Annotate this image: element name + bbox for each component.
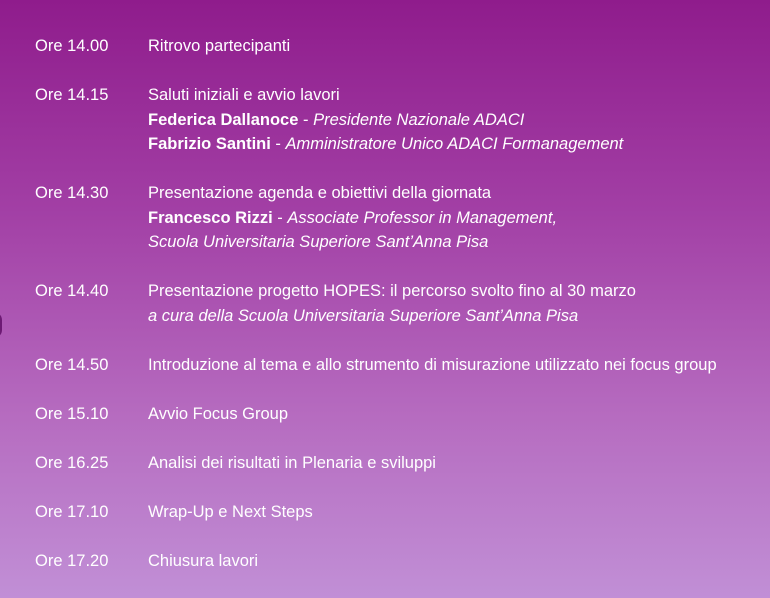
speaker-name: Federica Dallanoce (148, 110, 299, 129)
speaker-name: Francesco Rizzi (148, 208, 273, 227)
agenda-title: Wrap-Up e Next Steps (148, 502, 313, 521)
agenda-time: Ore 14.40 (35, 282, 109, 300)
agenda-title: Saluti iniziali e avvio lavori (148, 86, 340, 104)
agenda-time: Ore 17.20 (35, 551, 109, 570)
agenda-time: Ore 14.50 (35, 355, 109, 374)
agenda-item (35, 500, 760, 525)
speaker-line (148, 206, 760, 231)
agenda-note: a cura della Scuola Universitaria Superiore Sant’Anna Pisa (148, 306, 579, 325)
agenda-title: Ritrovo partecipanti (148, 37, 291, 55)
agenda-time: Ore 14.15 (35, 86, 109, 104)
edge-decoration (0, 312, 2, 338)
speaker-line (148, 108, 760, 133)
agenda-time: Ore 14.30 (35, 184, 109, 202)
agenda-title: Presentazione progetto HOPES: il percorso svolto fino al 30 marzo (148, 282, 636, 300)
speaker-role: Associate Professor in Management, (287, 208, 558, 227)
speaker-separator: - (270, 135, 286, 153)
agenda-time: Ore 14.00 (35, 37, 109, 55)
agenda-item (35, 181, 760, 255)
agenda-item (35, 353, 760, 378)
speaker-role: Amministratore Unico ADACI Formanagement (285, 135, 624, 153)
agenda-title: Presentazione agenda e obiettivi della giornata (148, 184, 492, 202)
agenda-item (35, 34, 760, 59)
speaker-role: Presidente Nazionale ADACI (313, 110, 525, 129)
speaker-name: Fabrizio Santini (148, 135, 271, 153)
speaker-role-continued: Scuola Universitaria Superiore Sant’Anna Pisa (148, 233, 489, 251)
agenda-title: Avvio Focus Group (148, 404, 289, 423)
agenda-item (35, 549, 760, 574)
speaker-separator: - (298, 110, 314, 129)
agenda-time: Ore 17.10 (35, 502, 109, 521)
agenda-item (35, 83, 760, 157)
agenda-item (35, 279, 760, 328)
agenda-time: Ore 15.10 (35, 404, 109, 423)
speaker-line (148, 132, 760, 157)
agenda-list (35, 34, 760, 573)
agenda-item (35, 451, 760, 476)
agenda-title: Introduzione al tema e allo strumento di misurazione utilizzato nei focus group (148, 355, 717, 374)
agenda-title: Analisi dei risultati in Plenaria e sviluppi (148, 453, 436, 472)
agenda-item (35, 402, 760, 427)
speaker-separator: - (272, 208, 288, 227)
agenda-time: Ore 16.25 (35, 453, 109, 472)
agenda-title: Chiusura lavori (148, 551, 259, 570)
